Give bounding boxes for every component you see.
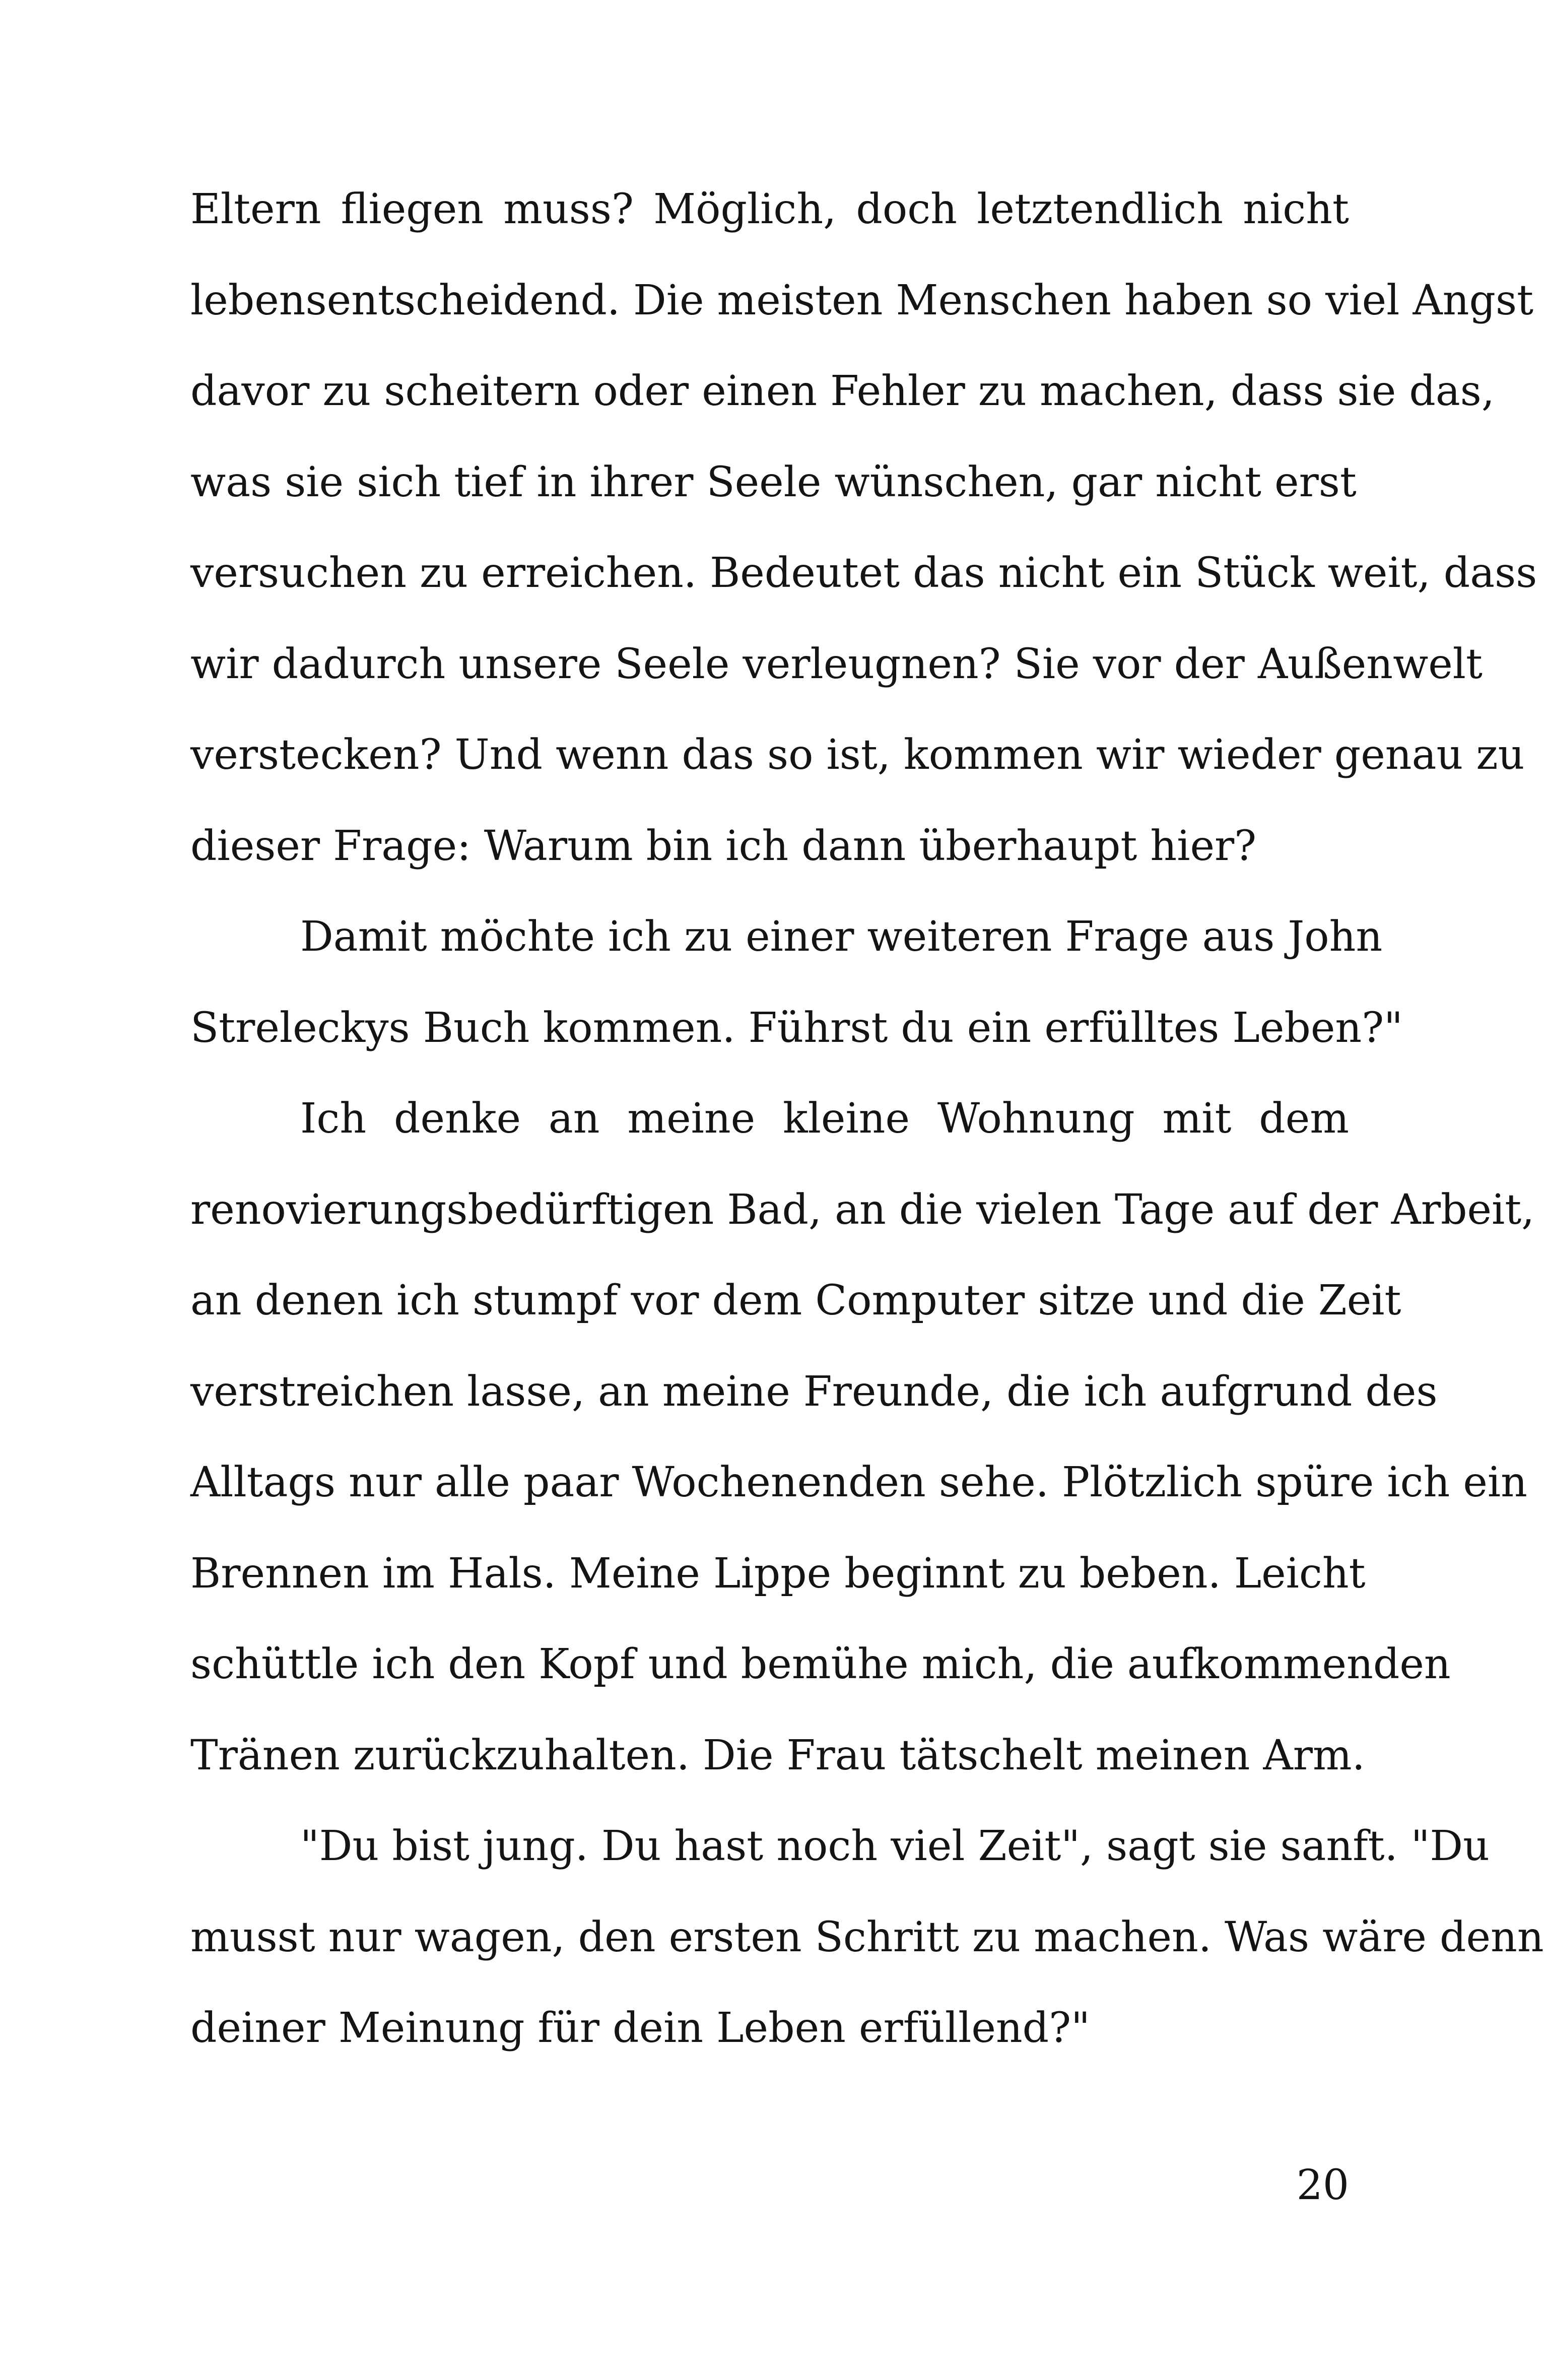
body-text	[190, 164, 1544, 2074]
text-line: Ich denke an meine kleine Wohnung mit dem	[300, 1095, 1349, 1143]
text-line: Streleckys Buch kommen. Führst du ein erfülltes Leben?"	[190, 1004, 1403, 1052]
page-number: 20	[1296, 2161, 1349, 2209]
text-line: Brennen im Hals. Meine Lippe beginnt zu beben. Leicht	[190, 1549, 1366, 1598]
text-line: versuchen zu erreichen. Bedeutet das nicht ein Stück weit, dass	[190, 549, 1537, 597]
text-line: Tränen zurückzuhalten. Die Frau tätschelt meinen Arm.	[190, 1731, 1365, 1779]
text-line: an denen ich stumpf vor dem Computer sitze und die Zeit	[190, 1277, 1401, 1325]
text-line: wir dadurch unsere Seele verleugnen? Sie vor der Außenwelt	[190, 640, 1483, 688]
text-line: was sie sich tief in ihrer Seele wünschen, gar nicht erst	[190, 458, 1357, 506]
text-line: davor zu scheitern oder einen Fehler zu machen, dass sie das,	[190, 367, 1495, 415]
text-line: verstreichen lasse, an meine Freunde, die ich aufgrund des	[190, 1367, 1438, 1416]
text-line: "Du bist jung. Du hast noch viel Zeit", sagt sie sanft. "Du	[300, 1822, 1490, 1870]
text-line: Alltags nur alle paar Wochenenden sehe. Plötzlich spüre ich ein	[190, 1459, 1527, 1506]
text-line: lebensentscheidend. Die meisten Menschen haben so viel Angst	[190, 276, 1534, 324]
text-line: schüttle ich den Kopf und bemühe mich, die aufkommenden	[190, 1640, 1451, 1688]
text-line: verstecken? Und wenn das so ist, kommen wir wieder genau zu	[190, 731, 1525, 779]
text-line: deiner Meinung für dein Leben erfüllend?"	[190, 2004, 1090, 2052]
text-line: musst nur wagen, den ersten Schritt zu machen. Was wäre denn	[190, 1913, 1544, 1961]
text-line: dieser Frage: Warum bin ich dann überhaupt hier?	[190, 822, 1257, 870]
text-line: Damit möchte ich zu einer weiteren Frage aus John	[300, 913, 1383, 961]
text-line: Eltern fliegen muss? Möglich, doch letztendlich nicht	[190, 185, 1349, 233]
text-line: renovierungsbedürftigen Bad, an die vielen Tage auf der Arbeit,	[190, 1185, 1535, 1234]
